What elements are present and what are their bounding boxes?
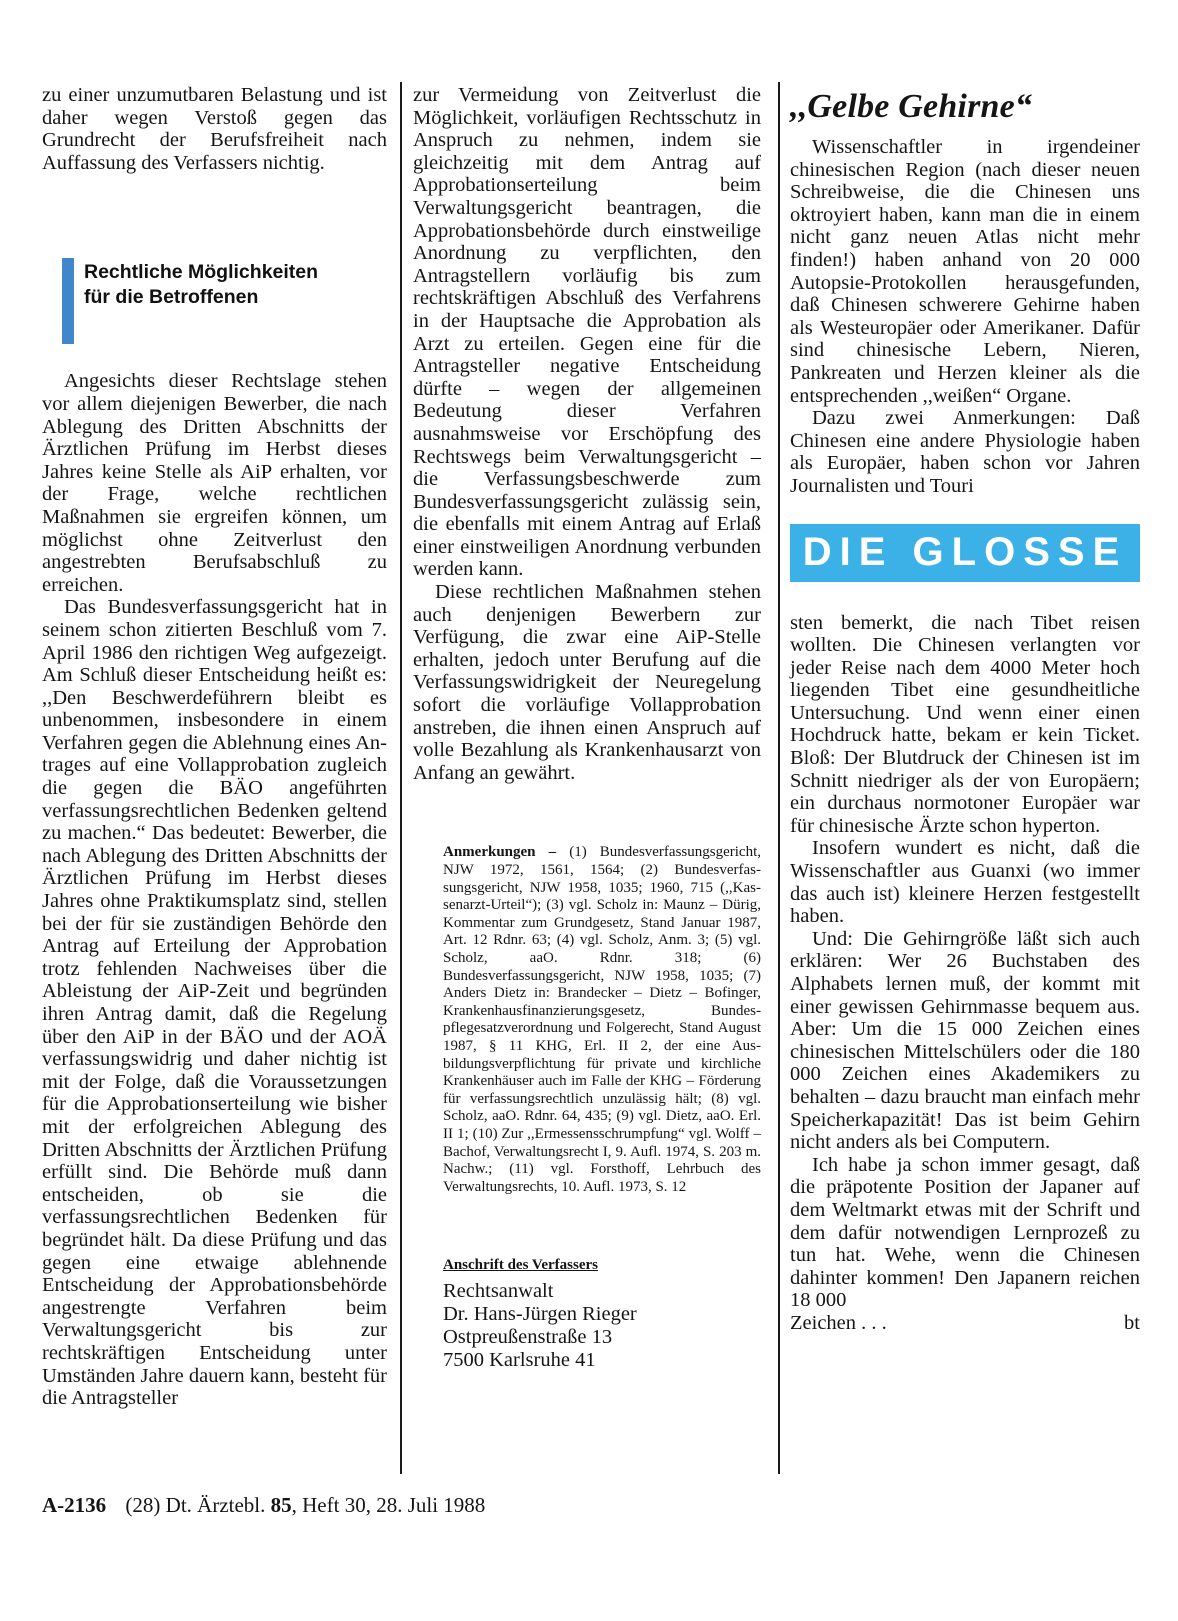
journal-name: (28) Dt. Ärztebl. — [125, 1493, 266, 1517]
heading-accent-bar — [62, 258, 74, 344]
author-address — [413, 1254, 761, 1372]
body-paragraph: zur Vermeidung von Zeitverlust die Möglichkeit, vorläufigen Rechtsschutz in Anspruch zu nehmen, indem sie gleichzeitig mit dem Antrag auf Approbationserteilung beim Verwaltungsgericht beantragen, die Approbationsbehörde durch einstweilige Anordnung zu verpflichten, den Antragstellern vorläufig bis zum rechtskräftigen Abschluß des Verfahrens in der Hauptsache die Approbation als Arzt zu erteilen. Gegen eine für die Antragsteller negative Entscheidung dürfte – wegen der allgemeinen Bedeutung dieser Verfahren ausnahmsweise vor Erschöpfung des Rechtswegs beim Verwaltungsgericht – die Verfassungsbeschwerde zum Bundesverfassungsgericht zulässig sein, die ebenfalls mit einem Antrag auf Erlaß einer einstweiligen Anordnung verbunden werden kann. — [413, 84, 761, 581]
journal-volume: 85 — [270, 1493, 292, 1517]
glosse-banner — [790, 524, 1140, 582]
signoff-text: Zeichen . . . — [790, 1311, 887, 1334]
address-line: Dr. Hans-Jürgen Rieger — [443, 1303, 637, 1326]
glosse-title: ,,Gelbe Gehirne“ — [790, 88, 1033, 125]
signoff-line — [790, 1312, 1140, 1335]
body-paragraph: Insofern wundert es nicht, daß die Wissenschaftler aus Guanxi (wo immer das auch ist) kleinere Herzen festgestellt haben. — [790, 837, 1140, 928]
address-line: 7500 Karlsruhe 41 — [443, 1349, 596, 1372]
address-title: Anschrift des Verfassers — [443, 1257, 598, 1274]
article-column-2 — [413, 84, 761, 1372]
column-divider-right — [778, 82, 780, 1474]
body-paragraph: Das Bundesverfassungsgericht hat in seinem schon zitierten Beschluß vom 7. April 1986 den richtigen Weg aufgezeigt. Am Schluß dieser Entscheidung heißt es: ,,Den Beschwerdeführern bleibt es unbenommen, insbesondere in einem Verfahren gegen die Ablehnung eines Antrages auf eine Vollapprobation zugleich die gegen die BÄO angeführten verfassungsrechtlichen Bedenken geltend zu machen.“ Das bedeutet: Bewerber, die nach Ablegung des Dritten Abschnitts der Ärztlichen Prüfung im Herbst dieses Jahres ohne Praktikumsplatz sind, stellen bei der für sie zuständigen Behörde den Antrag auf Erteilung der Approbation trotz fehlenden Nachweises über die Ableistung der AiP-Zeit und begründen ihren Antrag damit, daß die Regelung über den AiP in der BÄO und der AOÄ verfassungswidrig und daher nichtig ist mit der Folge, daß die Voraussetzungen für die Approbationserteilung wie bisher mit der erfolgreichen Ablegung des Dritten Abschnitts der Ärztlichen Prüfung erfüllt sind. Die Behörde muß dann entscheiden, ob sie die verfassungsrechtlichen Bedenken für begründet hält. Da diese Prüfung und das gegen eine etwaige ablehnende Entscheidung der Approbationsbehörde angestrengte Verfahren beim Verwaltungsgericht bis zur rechtskräftigen Entscheidung unter Umständen Jahre dauern kann, besteht für die Antragsteller — [42, 596, 387, 1410]
address-line: Rechtsanwalt — [443, 1280, 554, 1303]
body-paragraph: Diese rechtlichen Maßnahmen stehen auch denjenigen Bewerbern zur Verfügung, die zwar eine AiP-Stelle erhalten, jedoch unter Berufung auf die Verfassungswidrigkeit der Neuregelung sofort die vorläufige Vollapprobation anstreben, die ihnen einen Anspruch auf volle Bezahlung als Krankenhausarzt von Anfang an gewährt. — [413, 581, 761, 784]
address-line: Ostpreußenstraße 13 — [443, 1326, 613, 1349]
column-divider-left — [400, 82, 402, 1474]
heading-line-2: für die Betroffenen — [84, 286, 259, 309]
body-paragraph: Wissenschaftler in irgendeiner chinesischen Region (nach dieser neuen Schreibweise, die die Chinesen uns oktroyiert haben, kann man die in einem nicht ganz neuen Atlas nicht mehr finden!) haben anhand von 20 000 Autopsie-Protokollen herausgefunden, daß Chinesen schwerere Gehirne haben als Westeuropäer oder Amerikaner. Dafür sind chinesische Lebern, Nieren, Pankreaten und Herzen kleiner als die entsprechenden ,,weißen“ Organe. — [790, 136, 1140, 407]
glosse-column — [790, 84, 1140, 1335]
intro-paragraph: zu einer unzumutbaren Belastung und ist daher wegen Verstoß gegen das Grundrecht der Berufsfreiheit nach Auffassung des Verfassers nichtig. — [42, 84, 387, 174]
page-number: A-2136 — [42, 1493, 107, 1517]
body-paragraph: Angesichts dieser Rechtslage stehen vor allem diejenigen Bewerber, die nach Ablegung des Dritten Abschnitts der Ärztlichen Prüfung im Herbst dieses Jahres keine Stelle als AiP erhalten, vor der Frage, welche rechtlichen Maßnahmen sie ergreifen können, um möglichst ohne Zeitverlust den angestrebten Berufsabschluß zu erreichen. — [42, 370, 387, 596]
issue-date: , Heft 30, 28. Juli 1988 — [291, 1493, 486, 1517]
author-signature: bt — [1124, 1311, 1140, 1334]
glosse-banner-text: DIE GLOSSE — [802, 530, 1128, 575]
body-paragraph: sten bemerkt, die nach Tibet reisen wollten. Die Chinesen verlangten vor jeder Reise nach dem 4000 Meter hoch liegenden Tibet eine gesundheitliche Untersuchung. Und wenn einer einen Hochdruck hatte, bekam er kein Ticket. Bloß: Der Blutdruck der Chinesen ist im Schnitt niedriger als der von Europäern; ein durchaus normotoner Europäer war für chinesische Ärzte schon hyperton. — [790, 611, 1140, 837]
body-paragraph: Und: Die Gehirngröße läßt sich auch erklären: Wer 26 Buchstaben des Alphabets lernen muß, der kommt mit einer gewissen Gehirnmasse bequem aus. Aber: Um die 15 000 Zeichen eines chinesischen Mittelschülers oder die 180 000 Zeichen eines Akademikers zu behalten – dazu braucht man einfach mehr Speicherkapazität! Das ist beim Gehirn nicht anders als bei Computern. — [790, 927, 1140, 1154]
heading-line-1: Rechtliche Möglichkeiten — [84, 261, 319, 284]
page-footer — [42, 1492, 485, 1518]
section-heading — [42, 258, 387, 340]
body-paragraph: Ich habe ja schon immer gesagt, daß die präpotente Position der Japaner auf dem Weltmarkt etwas mit der Schrift und dem dafür notwendigen Lernprozeß zu tun hat. Wehe, wenn die Chinesen dahinter kommen! Den Japanern reichen 18 000 — [790, 1153, 1140, 1312]
footnotes — [413, 844, 761, 1196]
article-column-1 — [42, 84, 387, 1410]
footnotes-text: (1) Bundesverfassungsgericht, NJW 1972, 1561, 1564; (2) Bundesverfassungsgericht, NJW 1958, 1035; 1960, 715 (,,Kassenarzt-Urteil“); (3) vgl. Scholz in: Maunz – Dürig, Kommentar zum Grundgesetz, Stand Januar 1987, Art. 12 Rdnr. 63; (4) vgl. Scholz, Anm. 3; (5) vgl. Scholz, aaO. Rdnr. 318; (6) Bundesverfassungsgericht, NJW 1958, 1035; (7) Anders Dietz in: Brandecker – Dietz – Bofinger, Krankenhausfinanzierungsgesetz, Bundespflegesatzverordnung und Folgerecht, Stand August 1987, § 11 KHG, Erl. II 2, der eine Ausbildungsverpflichtung für private und kirchliche Krankenhäuser auch im Falle der KHG – Förderung für verfassungsrechtlich unzulässig hält; (8) vgl. Scholz, aaO. Rdnr. 64, 435; (9) vgl. Dietz, aaO. Erl. II 1; (10) Zur ,,Ermessensschrumpfung“ vgl. Wolff – Bachof, Verwaltungsrecht I, 9. Aufl. 1974, S. 203 m. Nachw.; (11) vgl. Forsthoff, Lehrbuch des Verwaltungsrechts, 10. Aufl. 1973, S. 12 — [443, 844, 761, 1195]
body-paragraph: Dazu zwei Anmerkungen: Daß Chinesen eine andere Physiologie haben als Europäer, haben schon vor Jahren Journalisten und Touri — [790, 407, 1140, 497]
footnotes-label: Anmerkungen – — [443, 844, 557, 861]
